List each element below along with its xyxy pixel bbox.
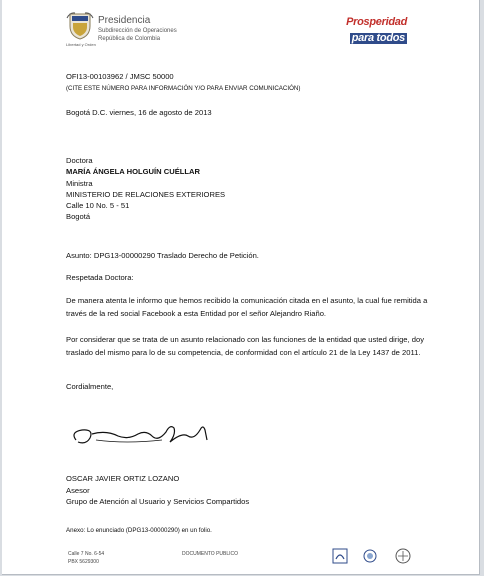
iso-seal-icon	[392, 548, 414, 564]
organization-country: República de Colombia	[98, 36, 161, 42]
signer-position: Asesor	[66, 486, 90, 495]
signer-department: Grupo de Atención al Usuario y Servicios Compartidos	[66, 497, 250, 506]
brand-line-2: para todos	[351, 32, 405, 44]
salutation: Respetada Doctora:	[66, 273, 134, 282]
body-paragraph-1: De manera atenta le informo que hemos recibido la comunicación citada en el asunto, la cual fue remitida a través de la red social Facebook a esta Entidad por el señor Alejandro Riaño.	[66, 296, 428, 318]
recipient-city: Bogotá	[66, 212, 91, 221]
footer-classification: DOCUMENTO PUBLICO	[182, 551, 239, 557]
recipient-entity: MINISTERIO DE RELACIONES EXTERIORES	[66, 190, 226, 199]
organization-subunit: Subdirección de Operaciones	[98, 28, 177, 34]
signature	[66, 418, 216, 456]
recipient-address: Calle 10 No. 5 - 51	[66, 201, 130, 210]
recipient-position: Ministra	[66, 179, 93, 188]
recipient-name: MARÍA ÁNGELA HOLGUÍN CUÉLLAR	[66, 167, 201, 176]
signer-name: OSCAR JAVIER ORTIZ LOZANO	[66, 474, 180, 483]
subject-line: Asunto: DPG13-00000290 Traslado Derecho de Petición.	[66, 251, 259, 260]
recipient-title: Doctora	[66, 156, 93, 165]
organization-name: Presidencia	[98, 15, 151, 26]
footer-fax: PBX 5629300	[68, 559, 99, 565]
quality-seal-icon	[360, 548, 380, 564]
annex-note: Anexo: Lo enunciado (DPG13-00000290) en un folio.	[66, 527, 212, 534]
certification-logo-icon	[332, 548, 348, 564]
prosperidad-logo	[346, 16, 407, 46]
date-line: Bogotá D.C. viernes, 16 de agosto de 2013	[66, 108, 212, 117]
coat-of-arms-icon	[66, 10, 94, 40]
letter-page	[2, 0, 480, 575]
footer-address: Calle 7 No. 6-54	[68, 551, 105, 557]
brand-line-1: Prosperidad	[346, 16, 407, 28]
body-paragraph-2: Por considerar que se trata de un asunto relacionado con las funciones de la entidad que usted dirige, doy traslado del mismo para lo de su competencia, de conformidad con el artículo 21 de la Ley 1437 de 2011.	[66, 335, 424, 357]
cite-note: (CITE ESTE NÚMERO PARA INFORMACIÓN Y/O PARA ENVIAR COMUNICACIÓN)	[66, 85, 301, 92]
closing: Cordialmente,	[66, 382, 114, 391]
motto: Libertad y Orden	[66, 42, 96, 47]
reference-number: OFI13-00103962 / JMSC 50000	[66, 72, 174, 81]
